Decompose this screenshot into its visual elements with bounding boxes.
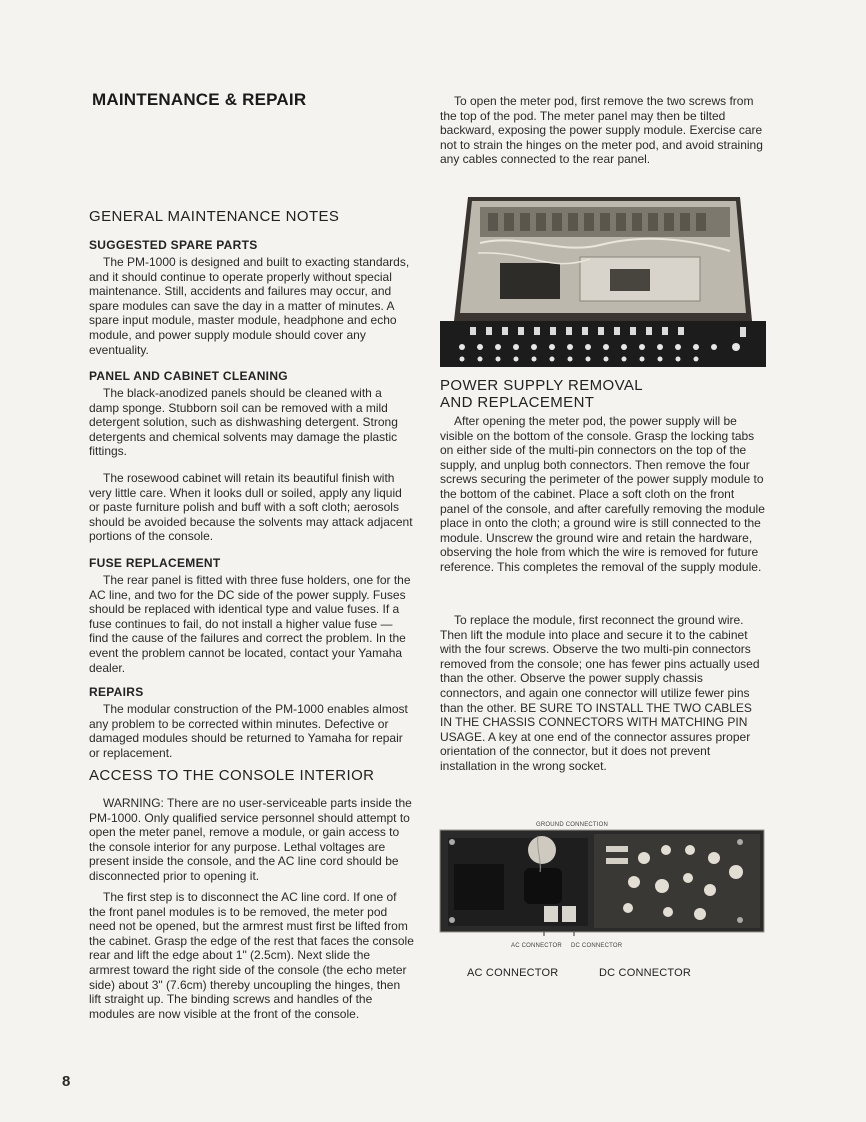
page-number: 8	[62, 1073, 71, 1090]
power-supply-heading-line1: POWER SUPPLY REMOVAL	[440, 377, 644, 394]
dc-connector-caption: DC CONNECTOR	[599, 967, 692, 979]
repairs-heading: REPAIRS	[89, 685, 144, 699]
ac-connector-small-label: AC CONNECTOR	[511, 943, 562, 949]
fuse-replacement-heading: FUSE REPLACEMENT	[89, 556, 221, 570]
panel-cleaning-heading: PANEL AND CABINET CLEANING	[89, 369, 288, 383]
panel-cleaning-text-1: The black-anodized panels should be cleaned with a damp sponge. Stubborn soil can be removed with a mild detergent solution, such as dishwashing detergent. Strong detergents and chemical solvents may damage the plastic fittings.	[89, 386, 398, 459]
warning-text: WARNING: There are no user-serviceable parts inside the PM-1000. Only qualified service personnel should attempt to open the meter panel, remove a module, or gain access to the console interior for any purpose. Lethal voltages are present inside the console, and the AC line cord should be disconnected prior to opening it.	[89, 796, 412, 883]
access-interior-heading: ACCESS TO THE CONSOLE INTERIOR	[89, 767, 375, 784]
general-maintenance-heading: GENERAL MAINTENANCE NOTES	[89, 208, 340, 225]
repairs-text: The modular construction of the PM-1000 enables almost any problem to be corrected within minutes. Defective or damaged modules should be returned to Yamaha for repair or replacement.	[89, 702, 408, 760]
replace-module-text: To replace the module, first reconnect the ground wire. Then lift the module into place and secure it to the cabinet with the four screws. Observe the two multi-pin connectors removed from the console; one has fewer pins actually used than the other. Observe the power supply chassis connectors, and again one connector will utilize fewer pins than the other. BE SURE TO INSTALL THE TWO CABLES IN THE CHASSIS CONNECTORS WITH MATCHING PIN USAGE. A key at one end of the connector assures proper orientation of the connector, but it does not prevent installation in the wrong socket.	[440, 613, 760, 773]
spare-parts-text: The PM-1000 is designed and built to exacting standards, and it should continue to operate properly without special maintenance. Still, accidents and failures may occur, and spare modules can save the day in a matter of minutes. A spare input module, master module, headphone and echo module, and power supply module should cover any eventuality.	[89, 255, 410, 357]
first-step-text: The first step is to disconnect the AC line cord. If one of the front panel modules is to be removed, the meter pod need not be opened, but the armrest must first be lifted from the cabinet. Grasp the edge of the rest that faces the console rear and lift the edge about 1" (2.5cm). Next slide the armrest toward the right side of the console (the echo meter side) about 3" (7.6cm) thereby uncoupling the hinges, then lift straight up. The binding screws and handles of the modules are now visible at the front of the console.	[89, 890, 414, 1021]
panel-cleaning-text-2: The rosewood cabinet will retain its beautiful finish with very little care. When it looks dull or soiled, apply any liquid or paste furniture polish and buff with a soft cloth; aerosols should be avoided because the solvents may attack adjacent portions of the console.	[89, 471, 413, 544]
page-title: MAINTENANCE & REPAIR	[92, 90, 307, 109]
spare-parts-heading: SUGGESTED SPARE PARTS	[89, 238, 258, 252]
ground-connection-label: GROUND CONNECTION	[536, 822, 609, 828]
dc-connector-small-label: DC CONNECTOR	[571, 943, 623, 949]
power-supply-photo	[438, 828, 768, 936]
fuse-replacement-text: The rear panel is fitted with three fuse holders, one for the AC line, and two for the DC side of the power supply. Fuses should be replaced with identical type and value fuses. If a fuse continues to fail, do not install a higher value fuse — find the cause of the failures and correct the problem. In the event the problem cannot be located, contact your Yamaha dealer.	[89, 573, 411, 675]
ac-connector-caption: AC CONNECTOR	[467, 967, 559, 979]
power-supply-heading-line2: AND REPLACEMENT	[440, 394, 595, 411]
meter-pod-text: To open the meter pod, first remove the two screws from the top of the pod. The meter panel may then be tilted backward, exposing the power supply module. Exercise care not to strain the hinges on the meter pod, and avoid straining any cables connected to the rear panel.	[440, 94, 763, 167]
power-supply-text: After opening the meter pod, the power supply will be visible on the bottom of the console. Grasp the locking tabs on either side of the multi-pin connectors on the top of the supply, and unplug both connectors. Then remove the four screws securing the perimeter of the power supply module to the bottom of the cabinet. Place a soft cloth on the front panel of the console, and after carefully removing the module place in onto the cloth; a ground wire is still connected to the module. Unscrew the ground wire and retain the hardware, observing the hole from which the wire is removed for future reference. This completes the removal of the supply module.	[440, 414, 765, 574]
console-interior-photo	[440, 193, 766, 367]
